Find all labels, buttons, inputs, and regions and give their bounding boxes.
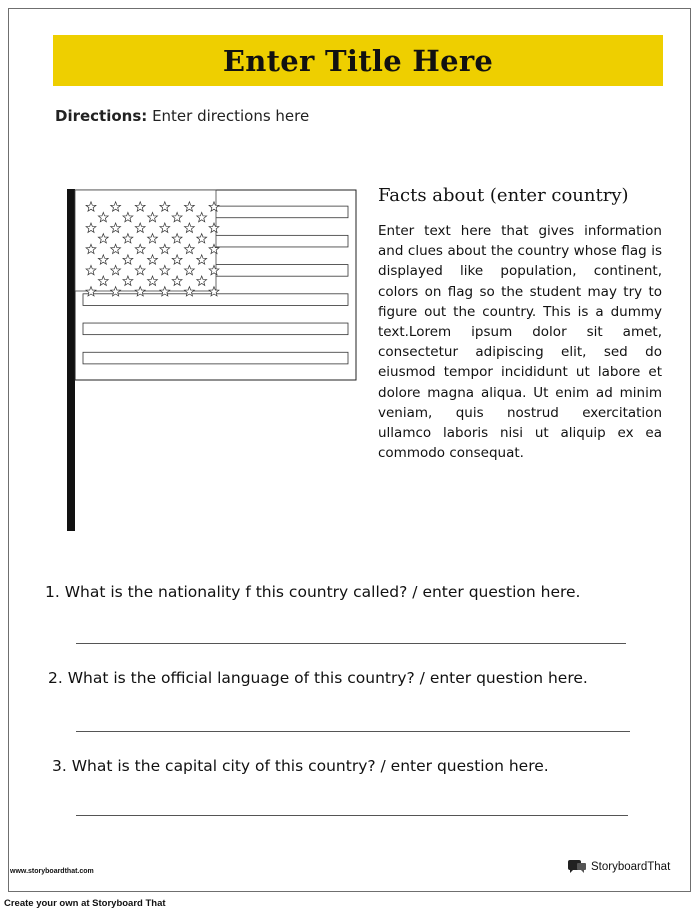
facts-title[interactable]: Facts about (enter country) — [378, 185, 629, 206]
storyboardthat-logo[interactable] — [567, 860, 670, 874]
directions[interactable] — [55, 107, 309, 125]
question-1[interactable]: 1. What is the nationality f this country called? / enter question here. — [45, 583, 581, 601]
flag-stripe — [83, 323, 348, 335]
page-title[interactable]: Enter Title Here — [222, 43, 494, 78]
create-link[interactable]: Create your own at Storyboard That — [4, 898, 166, 909]
question-2[interactable]: 2. What is the official language of this country? / enter question here. — [48, 669, 588, 687]
flag-pole — [67, 189, 75, 531]
flag-stripe — [83, 294, 348, 306]
flag-illustration — [67, 189, 357, 531]
answer-line-2[interactable] — [76, 731, 630, 732]
facts-body[interactable]: Enter text here that gives information and clues about the country whose flag is displayed like population, continent, colors on flag so the student may try to figure out the country. This is a dummy text.Lorem ipsum dolor sit amet, consectetur adipiscing elit, sed do eiusmod tempor incididunt ut labore et dolore magna aliqua. Ut enim ad minim veniam, quis nostrud exercitation ullamco laboris nisi ut aliquip ex ea commodo consequat. — [378, 223, 662, 462]
answer-line-3[interactable] — [76, 815, 628, 816]
directions-text: Enter directions here — [152, 107, 310, 125]
title-banner — [53, 35, 663, 86]
logo-text: StoryboardThat — [591, 861, 671, 873]
storyboardthat-logo-icon — [567, 860, 587, 874]
question-3[interactable]: 3. What is the capital city of this country? / enter question here. — [52, 757, 549, 775]
footer-url[interactable]: www.storyboardthat.com — [10, 868, 94, 875]
worksheet-page — [8, 8, 691, 892]
directions-label: Directions: — [55, 107, 148, 125]
answer-line-1[interactable] — [76, 643, 626, 644]
flag-stripe — [83, 352, 348, 364]
flag-icon — [67, 189, 357, 531]
